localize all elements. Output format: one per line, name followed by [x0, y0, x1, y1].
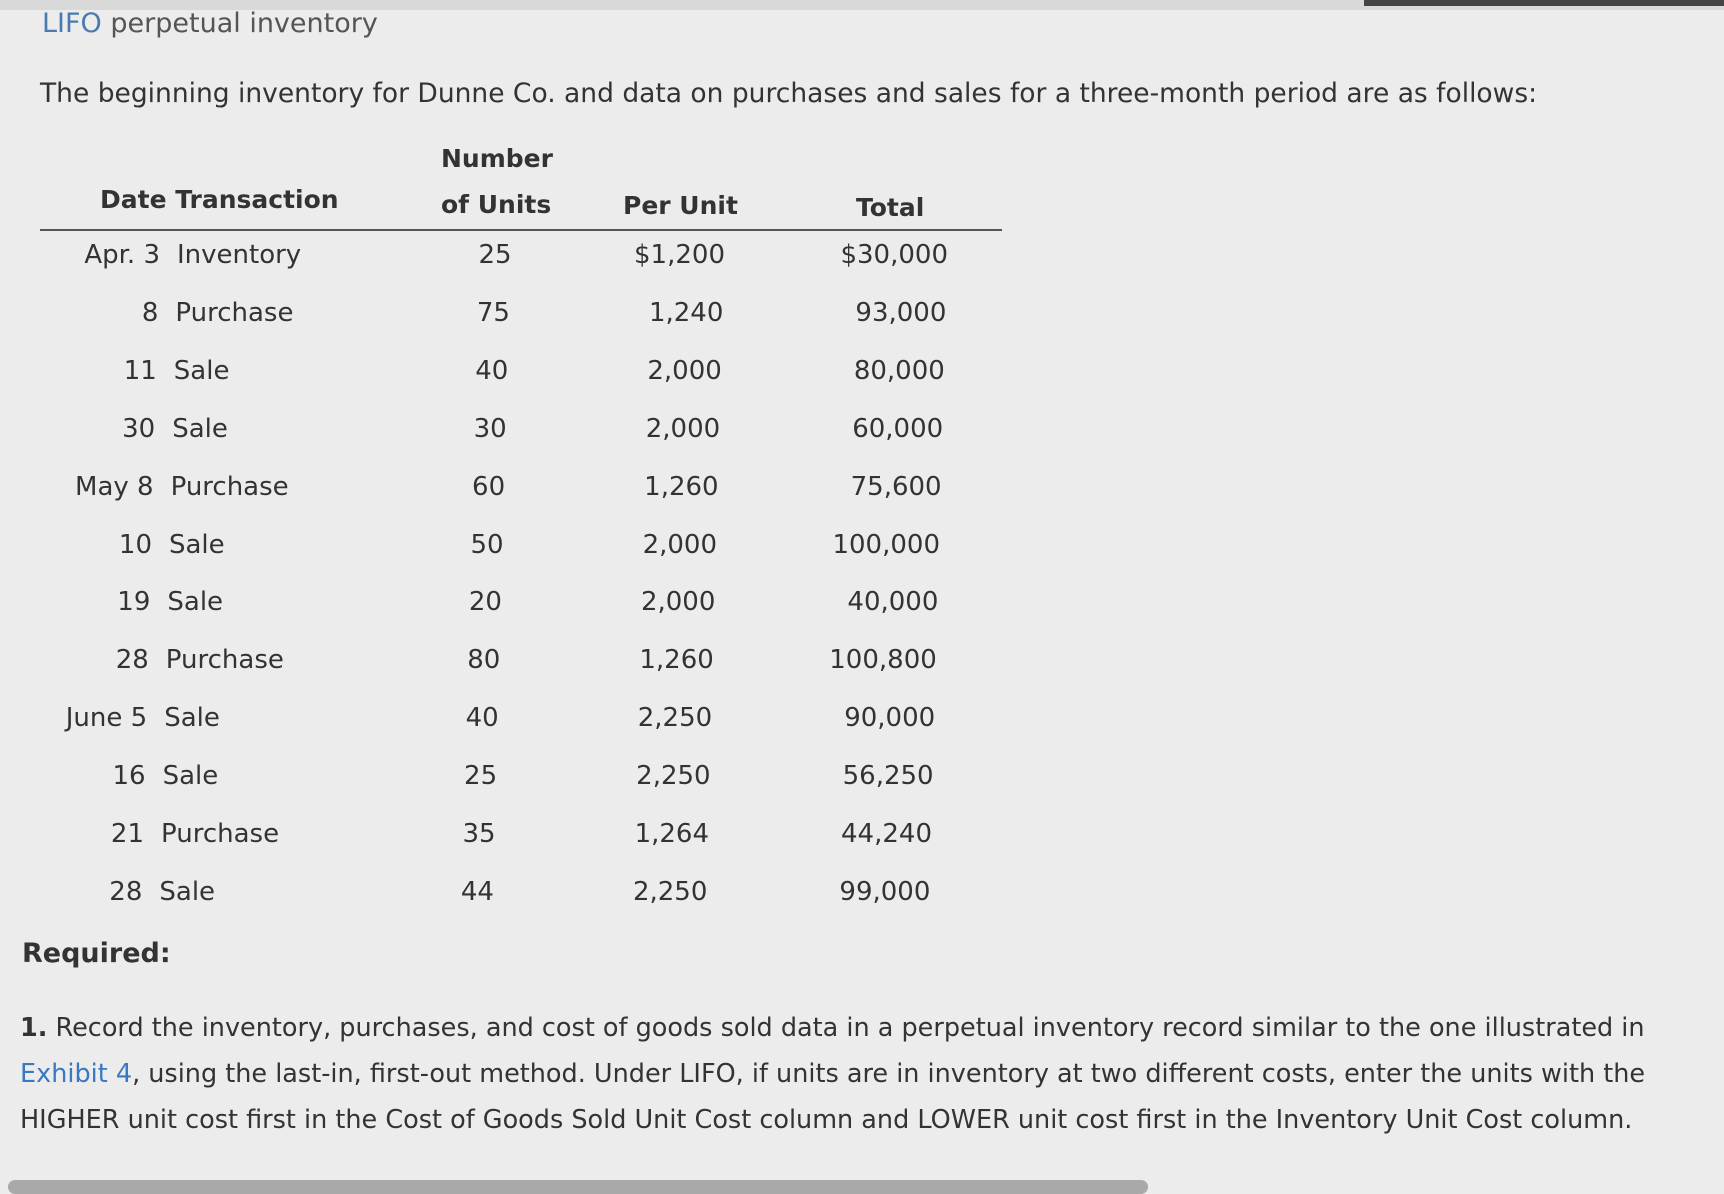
row-per-unit: 2,250 — [636, 761, 711, 792]
row-date: May 8 — [75, 471, 154, 502]
row-date: 21 — [110, 819, 144, 849]
table-row — [0, 351, 1050, 409]
table-row — [0, 869, 1050, 927]
row-per-unit: 1,260 — [644, 471, 719, 502]
row-transaction: Purchase — [170, 471, 289, 502]
row-per-unit: 2,000 — [645, 413, 721, 444]
row-transaction: Sale — [167, 587, 224, 618]
exhibit-4-link[interactable]: Exhibit 4 — [20, 1059, 133, 1089]
row-date: 11 — [123, 355, 157, 386]
row-transaction: Sale — [162, 761, 219, 792]
header-total: Total — [856, 193, 925, 222]
transactions-table — [0, 236, 1050, 926]
header-per-unit: Per Unit — [623, 191, 738, 220]
row-total: 80,000 — [853, 355, 945, 386]
row-units: 25 — [464, 761, 498, 792]
row-per-unit: 1,240 — [648, 297, 724, 328]
row-total: 44,240 — [841, 819, 932, 849]
table-row — [0, 581, 1050, 639]
table-row — [0, 466, 1050, 524]
row-date: 16 — [112, 761, 146, 792]
row-per-unit: 1,264 — [634, 819, 709, 849]
row-transaction: Sale — [159, 876, 216, 907]
row-units: 44 — [460, 876, 494, 907]
table-row — [0, 409, 1050, 467]
row-total: 100,800 — [829, 645, 937, 676]
row-units: 80 — [467, 645, 501, 676]
item-number: 1. — [20, 1013, 48, 1043]
row-date: 28 — [109, 876, 143, 907]
row-per-unit: 2,000 — [647, 355, 722, 386]
row-transaction: Purchase — [175, 297, 294, 328]
row-units: 40 — [465, 703, 499, 734]
row-transaction: Purchase — [161, 819, 280, 849]
row-units: 25 — [478, 240, 512, 270]
table-row — [0, 524, 1050, 582]
row-total: 75,600 — [850, 471, 942, 502]
top-border-dark — [1364, 0, 1724, 6]
header-date-transaction: Date Transaction — [100, 185, 339, 214]
header-rule — [40, 229, 1002, 231]
row-per-unit: 2,250 — [632, 876, 708, 907]
row-per-unit: 1,260 — [639, 645, 714, 676]
table-row — [0, 696, 1050, 754]
header-units-line1: Number — [441, 144, 553, 173]
row-total: 90,000 — [844, 703, 936, 734]
row-total: 93,000 — [855, 297, 947, 328]
item-text-after-link: , using the last-in, first-out method. Under LIFO, if units are in inventory at two different costs, enter the units with the HIGHER unit cost first in the Cost of Goods Sold Unit Cost column and LOWER unit cost first in the Inventory Unit Cost column. — [20, 1059, 1646, 1135]
row-per-unit: 2,250 — [637, 703, 713, 734]
required-heading: Required: — [22, 938, 171, 969]
row-total: 56,250 — [842, 761, 934, 792]
row-units: 40 — [475, 355, 509, 386]
page-title — [42, 8, 378, 39]
row-per-unit: 2,000 — [642, 529, 717, 560]
table-row — [0, 754, 1050, 812]
intro-text: The beginning inventory for Dunne Co. and data on purchases and sales for a three-month period are as follows: — [40, 78, 1538, 109]
item-text-before-link: Record the inventory, purchases, and cost of goods sold data in a perpetual inventory record similar to the one illustrated in — [55, 1013, 1645, 1043]
title-prefix: LIFO — [42, 8, 102, 39]
row-transaction: Sale — [164, 703, 220, 734]
row-units: 75 — [476, 297, 510, 328]
row-date: 19 — [117, 587, 151, 618]
row-units: 35 — [462, 819, 496, 849]
row-date: June 5 — [65, 703, 148, 734]
header-units-line2: of Units — [441, 190, 552, 219]
horizontal-scrollbar[interactable] — [8, 1180, 1148, 1194]
row-units: 30 — [473, 413, 507, 444]
row-total: $30,000 — [840, 240, 948, 270]
row-total: 40,000 — [847, 587, 939, 618]
title-rest: perpetual inventory — [110, 8, 378, 39]
required-item-1 — [20, 1005, 1710, 1143]
row-per-unit: $1,200 — [634, 240, 725, 270]
row-total: 100,000 — [832, 529, 940, 560]
row-date: 10 — [118, 529, 152, 560]
row-units: 60 — [472, 471, 506, 502]
table-row — [0, 811, 1050, 869]
row-total: 99,000 — [839, 876, 931, 907]
row-date: 28 — [115, 645, 149, 676]
table-row — [0, 294, 1050, 352]
row-units: 50 — [470, 529, 504, 560]
row-units: 20 — [468, 587, 502, 618]
row-transaction: Sale — [169, 529, 225, 560]
table-row — [0, 639, 1050, 697]
row-date: 30 — [122, 413, 156, 444]
row-transaction: Sale — [172, 413, 228, 444]
row-transaction: Inventory — [177, 240, 302, 270]
table-row — [0, 236, 1050, 294]
row-per-unit: 2,000 — [640, 587, 716, 618]
row-transaction: Purchase — [165, 645, 284, 676]
row-date: Apr. 3 — [84, 240, 160, 270]
row-total: 60,000 — [852, 413, 944, 444]
row-transaction: Sale — [173, 355, 230, 386]
row-date: 8 — [141, 297, 159, 328]
